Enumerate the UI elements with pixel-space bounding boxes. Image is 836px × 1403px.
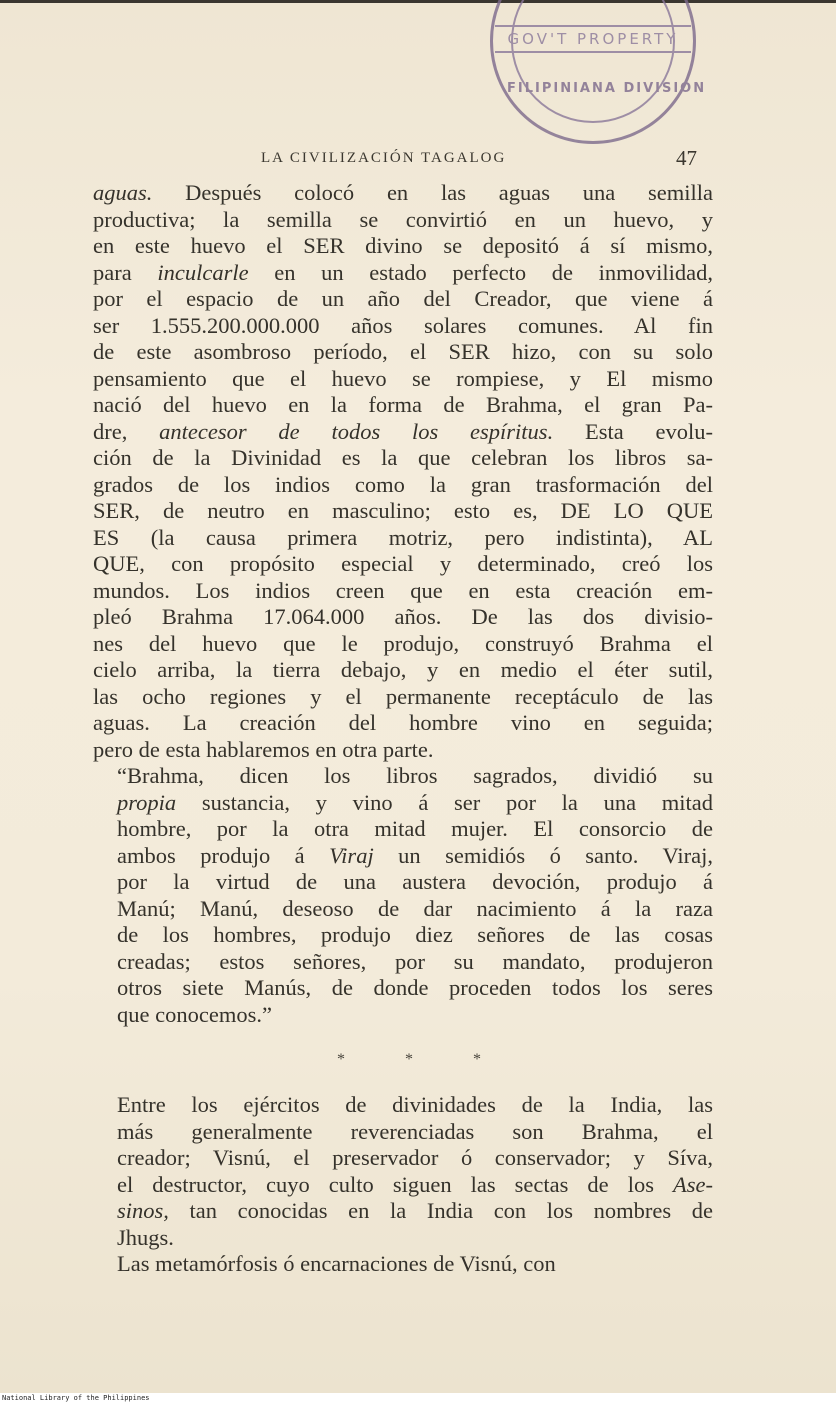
section-break-asterisms: * * * (337, 1050, 509, 1068)
italic-text: aguas. (93, 180, 153, 205)
library-credit: National Library of the Philippines (2, 1394, 150, 1402)
italic-text: sinos, (117, 1198, 169, 1223)
text-line (93, 1002, 713, 1029)
text-line (93, 498, 713, 525)
text-run: Esta evolu- (553, 418, 714, 444)
text-run: nes del huevo que le produjo, construyó Brahma el (93, 630, 713, 656)
text-line (93, 710, 713, 737)
paragraph (93, 1092, 713, 1251)
text-run: “Brahma, dicen los libros sagrados, dividió su (117, 763, 713, 788)
body-text (93, 180, 713, 1278)
text-run: por la virtud de una austera devoción, produjo á (117, 869, 713, 894)
text-run: ES (la causa primera motriz, pero indistinta), AL (93, 524, 713, 550)
text-run: mundos. Los indios creen que en esta creación em- (93, 577, 713, 603)
text-line (93, 1198, 713, 1225)
text-run: de este asombroso período, el SER hizo, con su solo (93, 339, 713, 364)
text-run: SER, de neutro en masculino; esto es, DE LO QUE (93, 498, 713, 523)
text-run: otros siete Manús, de donde proceden todos los seres (117, 975, 713, 1000)
text-line (93, 1119, 713, 1146)
text-line (93, 604, 713, 631)
footer-strip (0, 1393, 836, 1403)
text-line (93, 922, 713, 949)
text-run: Jhugs. (117, 1224, 174, 1250)
text-line (93, 180, 713, 207)
text-line (93, 445, 713, 472)
text-run: dre, (93, 418, 160, 444)
italic-text: inculcarle (157, 259, 249, 285)
text-line (93, 896, 713, 923)
paragraph (93, 763, 713, 1028)
text-run: por el espacio de un año del Creador, que viene á (93, 286, 713, 311)
text-run: en un estado perfecto de inmovilidad, (248, 259, 713, 285)
text-run: las ocho regiones y el permanente receptáculo de las (93, 683, 713, 709)
running-title: LA CIVILIZACIÓN TAGALOG (261, 150, 507, 166)
text-run: pleó Brahma 17.064.000 años. De las dos divisio- (93, 604, 713, 629)
text-run: Las metamórfosis ó encarnaciones de Visnú, con (117, 1251, 556, 1276)
text-line (93, 816, 713, 843)
text-line (93, 578, 713, 605)
text-run: ambos produjo á (117, 842, 330, 868)
text-run: un semidiós ó santo. Viraj, (373, 842, 713, 868)
text-line (93, 366, 713, 393)
text-line (93, 313, 713, 340)
text-run: Después colocó en las aguas una semilla (152, 180, 713, 205)
page-header (93, 146, 713, 174)
text-run: QUE, con propósito especial y determinado, creó los (93, 551, 713, 576)
text-run: ción de la Divinidad es la que celebran los libros sa- (93, 445, 713, 470)
text-run: más generalmente reverenciadas son Brahma, el (117, 1118, 713, 1144)
text-line (93, 419, 713, 446)
text-line (93, 1172, 713, 1199)
text-line (93, 339, 713, 366)
text-run: de los hombres, produjo diez señores de las cosas (117, 922, 713, 947)
text-line (93, 207, 713, 234)
text-run: cielo arriba, la tierra debajo, y en medio el éter sutil, (93, 657, 713, 682)
library-stamp (490, 0, 707, 144)
text-run: en este huevo el SER divino se depositó á sí mismo, (93, 233, 713, 258)
italic-text: Viraj (329, 842, 374, 868)
text-run: Manú; Manú, deseoso de dar nacimiento á la raza (117, 895, 713, 921)
text-run: sustancia, y vino á ser por la una mitad (176, 789, 713, 815)
text-run: pero de esta hablaremos en otra parte. (93, 736, 434, 762)
text-run: productiva; la semilla se convirtió en un huevo, y (93, 206, 713, 232)
text-run: pensamiento que el huevo se rompiese, y El mismo (93, 365, 713, 391)
text-line (93, 1251, 713, 1278)
italic-text: propia (117, 789, 177, 815)
paragraph (93, 180, 713, 763)
text-line (93, 286, 713, 313)
text-run: ser 1.555.200.000.000 años solares comunes. Al fin (93, 312, 713, 338)
page-number: 47 (676, 146, 697, 170)
text-line (93, 737, 713, 764)
text-line (93, 975, 713, 1002)
text-line (93, 1145, 713, 1172)
text-line (93, 684, 713, 711)
page-top-edge (0, 0, 836, 3)
text-run: creador; Visnú, el preservador ó conservador; y Síva, (117, 1145, 713, 1170)
text-run: hombre, por la otra mitad mujer. El consorcio de (117, 816, 713, 841)
text-run: grados de los indios como la gran trasformación del (93, 471, 713, 497)
text-line (93, 260, 713, 287)
text-line (93, 763, 713, 790)
text-line (93, 392, 713, 419)
italic-text: Ase- (673, 1171, 713, 1197)
text-run: nació del huevo en la forma de Brahma, el gran Pa- (93, 392, 713, 417)
text-line (93, 1092, 713, 1119)
text-run: que conocemos.” (117, 1001, 272, 1027)
text-line (93, 657, 713, 684)
text-line (93, 790, 713, 817)
text-run: creadas; estos señores, por su mandato, produjeron (117, 948, 713, 974)
stamp-band-text: GOV'T PROPERTY (495, 25, 691, 53)
italic-text: antecesor de todos los espíritus. (159, 418, 554, 444)
stamp-arc-text: FILIPINIANA DIVISION (507, 81, 707, 96)
text-line (93, 472, 713, 499)
text-line (93, 233, 713, 260)
text-run: aguas. La creación del hombre vino en seguida; (93, 710, 713, 735)
text-line (93, 525, 713, 552)
text-run: Entre los ejércitos de divinidades de la India, las (117, 1092, 713, 1117)
text-run: tan conocidas en la India con los nombres de (168, 1198, 713, 1223)
text-line (93, 1225, 713, 1252)
text-line (93, 631, 713, 658)
text-run: para (93, 259, 158, 285)
paragraph (93, 1251, 713, 1278)
text-line (93, 551, 713, 578)
text-line (93, 949, 713, 976)
text-line (93, 843, 713, 870)
text-run: el destructor, cuyo culto siguen las sectas de los (117, 1171, 674, 1197)
text-line (93, 869, 713, 896)
